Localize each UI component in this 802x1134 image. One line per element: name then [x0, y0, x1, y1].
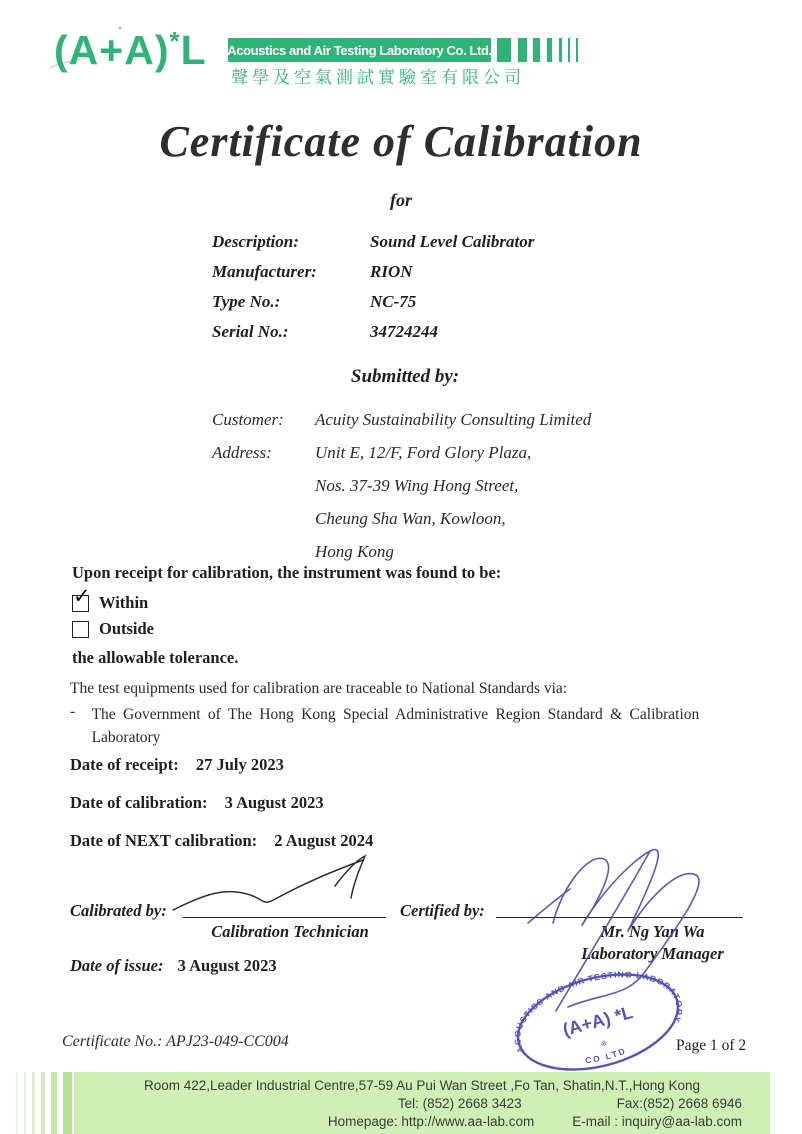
certificate-number-label: Certificate No.:	[62, 1033, 163, 1050]
date-label: Date of receipt:	[70, 755, 179, 774]
field-value: NC-75	[370, 292, 417, 311]
stamp-arc-bottom-text: CO LTD	[584, 1045, 629, 1066]
stripe	[51, 1072, 57, 1134]
bar	[547, 38, 552, 62]
field-label: Description:	[212, 232, 299, 251]
stamp-center-text: (A+A) *L	[560, 1002, 635, 1040]
date-of-next-calibration	[70, 831, 373, 851]
certified-by-title: Laboratory Manager	[581, 944, 724, 963]
address-row	[212, 443, 591, 575]
calibrated-signature	[165, 852, 395, 917]
certificate-number-value: APJ23-049-CC004	[166, 1033, 289, 1050]
bar	[497, 38, 511, 62]
option-outside	[72, 619, 154, 639]
date-value: 3 August 2023	[224, 793, 324, 812]
footer-decoration-stripes	[16, 1072, 77, 1134]
address-line: Hong Kong	[315, 542, 394, 561]
bar	[576, 38, 578, 62]
instrument-row	[212, 263, 534, 280]
date-label: Date of calibration:	[70, 793, 208, 812]
customer-row	[212, 410, 591, 430]
field-value: RION	[370, 262, 413, 281]
date-value: 3 August 2023	[177, 956, 277, 975]
bullet-dash: -	[70, 703, 76, 720]
date-value: 2 August 2024	[274, 831, 374, 850]
traceability-text: The Government of The Hong Kong Special Administrative Region Standard & Calibration Laboratory	[91, 706, 700, 746]
bar	[568, 38, 570, 62]
company-name-banner	[228, 38, 491, 62]
field-value: Sound Level Calibrator	[370, 232, 535, 251]
date-of-calibration	[70, 793, 324, 813]
footer	[74, 1072, 770, 1134]
customer-block	[212, 410, 591, 575]
submitted-by-heading: Submitted by:	[350, 366, 460, 387]
document-title: Certificate of Calibration	[159, 117, 643, 166]
field-label: Serial No.:	[212, 322, 289, 341]
certificate-number	[62, 1033, 289, 1051]
instrument-row	[212, 233, 534, 250]
option-within	[72, 583, 149, 613]
stripe	[24, 1072, 26, 1134]
field-label: Type No.:	[212, 292, 281, 311]
calibrated-signature-line	[183, 917, 386, 918]
field-value: 34724244	[370, 322, 438, 341]
date-label: Date of NEXT calibration:	[70, 831, 258, 850]
company-name-chinese: 聲學及空氣測試實驗室有限公司	[231, 68, 525, 87]
address-line: Unit E, 12/F, Ford Glory Plaza,	[315, 443, 532, 462]
footer-fax: Fax:(852) 2668 6946	[616, 1096, 742, 1111]
logo-star: *	[169, 26, 181, 56]
date-of-receipt	[70, 755, 284, 775]
stamp-mark: ※	[599, 1038, 609, 1049]
certified-signature	[498, 843, 738, 1018]
stripe	[32, 1072, 35, 1134]
traceability-block	[70, 680, 762, 749]
stripe	[16, 1072, 18, 1134]
calibrated-by-label: Calibrated by:	[70, 901, 167, 920]
bar	[533, 38, 540, 62]
date-of-issue	[70, 956, 277, 976]
title-for: for	[390, 190, 412, 210]
company-name-en: Acoustics and Air Testing Laboratory Co. Ltd.	[227, 42, 492, 58]
instrument-row	[212, 293, 534, 310]
footer-homepage[interactable]: Homepage: http://www.aa-lab.com	[327, 1114, 535, 1129]
traceability-intro: The test equipments used for calibration are traceable to National Standards via:	[70, 680, 568, 697]
checkbox-outside[interactable]	[72, 621, 89, 638]
stripe	[63, 1072, 72, 1134]
address-lines	[315, 443, 531, 575]
address-label: Address:	[212, 443, 272, 462]
page-number: Page 1 of 2	[676, 1037, 747, 1054]
stripe	[41, 1072, 45, 1134]
customer-label: Customer:	[212, 410, 284, 429]
svg-text:CO LTD	[583, 1045, 628, 1067]
traceability-item	[70, 703, 762, 749]
check-icon: ✓	[73, 583, 91, 608]
instrument-row	[212, 323, 534, 340]
header-decoration-bars	[497, 38, 578, 62]
address-line: Cheung Sha Wan, Kowloon,	[315, 509, 506, 528]
bar	[518, 38, 527, 62]
certified-by-name: Mr. Ng Yan Wa	[600, 922, 705, 941]
tolerance-intro: Upon receipt for calibration, the instrument was found to be:	[72, 563, 502, 582]
logo-text: (A+A)	[54, 27, 170, 73]
field-label: Manufacturer:	[212, 262, 317, 281]
option-label: Within	[99, 593, 149, 612]
date-label: Date of issue:	[70, 956, 164, 975]
company-logo	[54, 28, 207, 71]
tolerance-outro: the allowable tolerance.	[72, 648, 239, 667]
address-line: Nos. 37-39 Wing Hong Street,	[315, 476, 519, 495]
logo-l: L	[180, 27, 207, 73]
date-value: 27 July 2023	[195, 755, 284, 774]
bar	[559, 38, 562, 62]
checkbox-within[interactable]	[72, 583, 91, 612]
footer-tel: Tel: (852) 2668 3423	[397, 1096, 522, 1111]
footer-email[interactable]: E-mail : inquiry@aa-lab.com	[572, 1114, 742, 1129]
footer-address: Room 422,Leader Industrial Centre,57-59 Au Pui Wan Street ,Fo Tan, Shatin,N.T.,Hong Kong	[143, 1078, 701, 1093]
footer-web-line	[74, 1113, 770, 1131]
footer-phone-line	[74, 1095, 770, 1113]
customer-value: Acuity Sustainability Consulting Limited	[315, 410, 592, 429]
stamp-arc-top-text: ACOUSTICS AND AIR TESTING LABORATORY	[512, 969, 685, 1055]
calibrated-by-title: Calibration Technician	[211, 922, 369, 941]
option-label: Outside	[99, 619, 155, 638]
instrument-details	[212, 233, 534, 353]
certified-by-label: Certified by:	[400, 901, 485, 920]
